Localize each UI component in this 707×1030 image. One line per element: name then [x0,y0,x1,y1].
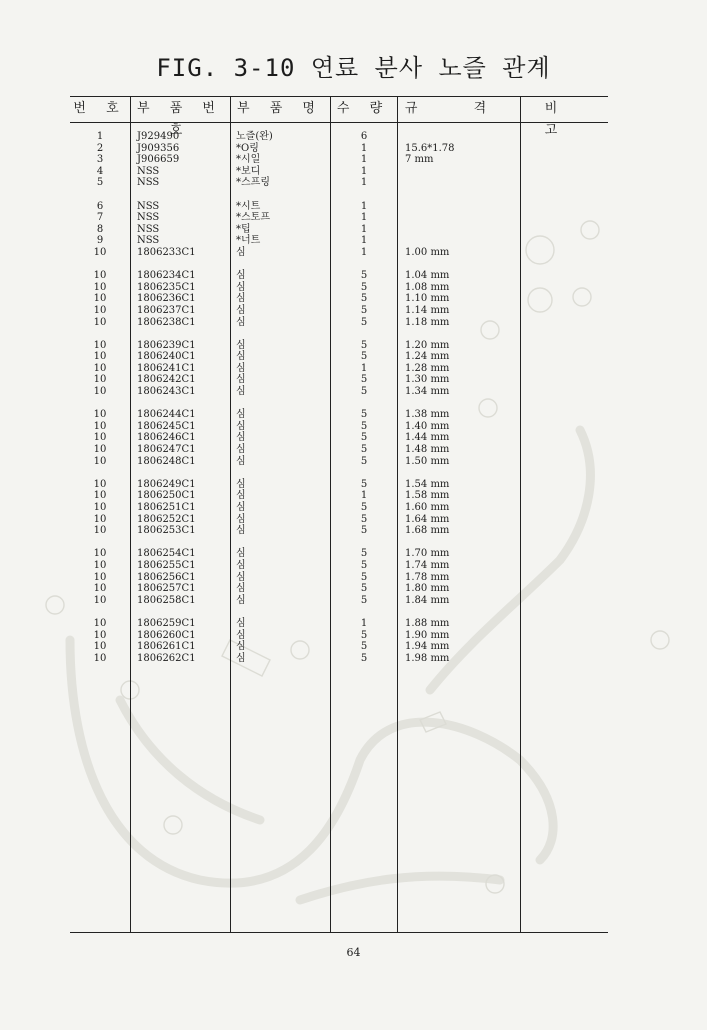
row-number: 3 [96,154,104,166]
parts-table-body [0,131,707,664]
specification: 1.00 mm [405,246,450,258]
part-name: 심 [236,548,246,560]
part-number: 1806233C1 [137,246,196,258]
table-row [0,340,707,352]
part-number: 1806257C1 [137,583,196,595]
table-row [0,479,707,491]
part-name: *보디 [236,165,261,177]
quantity: 1 [360,212,368,224]
part-number: 1806238C1 [137,316,196,328]
quantity: 5 [360,351,368,363]
row-number: 9 [96,235,104,247]
row-number: 10 [93,525,107,537]
part-number: 1806250C1 [137,490,196,502]
part-number: 1806251C1 [137,502,196,513]
table-row [0,502,707,514]
table-row [0,224,707,236]
part-name: 심 [236,444,246,456]
row-number: 10 [93,455,107,467]
table-row [0,432,707,444]
part-number: NSS [137,200,160,212]
part-number: 1806261C1 [137,641,196,653]
quantity: 5 [360,502,368,513]
specification: 1.84 mm [405,594,450,606]
row-number: 10 [93,420,107,432]
part-number: 1806258C1 [137,594,196,606]
quantity: 1 [360,177,368,189]
specification: 1.94 mm [405,641,450,653]
header-part-name: 부 품 명 [237,101,323,116]
figure-title: FIG. 3-10 연료 분사 노즐 관계 [156,54,551,82]
row-number: 10 [93,513,107,525]
part-number: 1806259C1 [137,617,196,629]
part-number: 1806254C1 [137,548,196,560]
part-number: 1806245C1 [137,420,196,432]
part-name: *스토프 [236,212,270,224]
quantity: 5 [360,304,368,316]
specification: 1.08 mm [405,281,450,293]
part-name: *시트 [236,200,261,212]
specification: 1.70 mm [405,548,450,560]
part-name: *시일 [236,154,261,166]
part-number: 1806252C1 [137,513,196,525]
part-name: 심 [236,351,246,363]
part-name: 심 [236,293,246,305]
table-row [0,490,707,502]
quantity: 1 [360,362,368,374]
part-name: 심 [236,513,246,525]
row-number: 10 [93,594,107,606]
part-number: 1806249C1 [137,478,196,490]
part-name: 심 [236,339,246,351]
row-number: 10 [93,444,107,456]
row-number: 10 [93,246,107,258]
part-name: *스프링 [236,177,270,189]
specification: 1.40 mm [405,420,450,432]
part-name: 심 [236,652,246,664]
part-name: 심 [236,281,246,293]
part-number: 1806236C1 [137,293,196,305]
part-name: *O링 [236,142,259,154]
part-number: 1806241C1 [137,362,196,374]
table-row [0,641,707,653]
specification: 1.88 mm [405,617,450,629]
specification: 1.38 mm [405,409,450,421]
part-name: 심 [236,270,246,282]
part-number: 1806262C1 [137,652,196,664]
part-name: 심 [236,594,246,606]
quantity: 5 [360,652,368,664]
specification: 1.24 mm [405,351,450,363]
row-number: 10 [93,490,107,502]
part-name: 심 [236,304,246,316]
row-number: 10 [93,652,107,664]
table-row [0,166,707,178]
specification: 1.90 mm [405,629,450,641]
quantity: 5 [360,374,368,386]
table-row [0,201,707,213]
quantity: 1 [360,490,368,502]
part-name: 심 [236,478,246,490]
table-row [0,386,707,398]
part-name: *너트 [236,235,261,247]
part-number: 1806253C1 [137,525,196,537]
row-number: 10 [93,351,107,363]
part-name: 심 [236,641,246,653]
specification: 1.60 mm [405,502,450,513]
row-number: 10 [93,304,107,316]
page-number: 64 [346,946,361,959]
part-number: 1806248C1 [137,455,196,467]
table-row [0,131,707,143]
part-name: 심 [236,571,246,583]
part-number: NSS [137,235,160,247]
part-number: NSS [137,165,160,177]
row-number: 10 [93,617,107,629]
quantity: 1 [360,246,368,258]
table-row [0,456,707,468]
table-row [0,363,707,375]
quantity: 5 [360,281,368,293]
part-name: 심 [236,386,246,398]
part-number: 1806260C1 [137,629,196,641]
table-row [0,514,707,526]
quantity: 5 [360,478,368,490]
table-row [0,247,707,259]
quantity: 5 [360,629,368,641]
header-spec: 규 격 [404,101,513,116]
quantity: 1 [360,200,368,212]
part-number: 1806246C1 [137,432,196,444]
group-spacer [0,537,707,549]
part-number: 1806234C1 [137,270,196,282]
quantity: 1 [360,223,368,235]
specification: 1.20 mm [405,339,450,351]
part-name: 심 [236,502,246,513]
quantity: 1 [360,617,368,629]
part-name: 심 [236,559,246,571]
part-number: 1806242C1 [137,374,196,386]
part-number: J906659 [137,154,180,166]
quantity: 5 [360,525,368,537]
row-number: 10 [93,559,107,571]
row-number: 10 [93,293,107,305]
quantity: 5 [360,455,368,467]
part-name: 심 [236,525,246,537]
part-number: 1806256C1 [137,571,196,583]
table-row [0,560,707,572]
part-number: 1806240C1 [137,351,196,363]
group-spacer [0,606,707,618]
table-row [0,293,707,305]
row-number: 10 [93,583,107,595]
row-number: 6 [96,200,104,212]
part-name: 심 [236,374,246,386]
row-number: 10 [93,478,107,490]
quantity: 5 [360,409,368,421]
header-no: 번 호 [73,101,127,116]
part-number: 1806239C1 [137,339,196,351]
table-row [0,154,707,166]
specification: 1.14 mm [405,304,450,316]
part-name: 심 [236,629,246,641]
part-name: 심 [236,432,246,444]
specification: 1.64 mm [405,513,450,525]
part-number: 1806255C1 [137,559,196,571]
specification: 1.34 mm [405,386,450,398]
part-name: 심 [236,420,246,432]
row-number: 10 [93,339,107,351]
part-name: *팁 [236,223,251,235]
quantity: 5 [360,559,368,571]
table-row [0,548,707,560]
specification: 1.50 mm [405,455,450,467]
quantity: 5 [360,316,368,328]
quantity: 5 [360,594,368,606]
table-row [0,595,707,607]
row-number: 10 [93,629,107,641]
table-row [0,421,707,433]
table-row [0,444,707,456]
specification: 1.98 mm [405,652,450,664]
table-row [0,630,707,642]
specification: 1.68 mm [405,525,450,537]
row-number: 10 [93,281,107,293]
specification: 1.30 mm [405,374,450,386]
specification: 1.74 mm [405,559,450,571]
group-spacer [0,259,707,271]
row-number: 1 [96,131,104,142]
part-number: J929490 [137,131,180,142]
table-row [0,317,707,329]
row-number: 10 [93,571,107,583]
table-row [0,143,707,155]
part-number: J909356 [137,142,180,154]
part-name: 노즐(완) [236,131,273,142]
part-number: NSS [137,223,160,235]
specification: 1.04 mm [405,270,450,282]
part-name: 심 [236,362,246,374]
table-row [0,572,707,584]
group-spacer [0,467,707,479]
row-number: 7 [96,212,104,224]
part-number: 1806247C1 [137,444,196,456]
table-row [0,212,707,224]
specification: 1.28 mm [405,362,450,374]
row-number: 10 [93,270,107,282]
group-spacer [0,328,707,340]
specification: 1.54 mm [405,478,450,490]
header-bottom-rule [70,122,608,123]
specification: 1.18 mm [405,316,450,328]
part-name: 심 [236,617,246,629]
table-row [0,305,707,317]
quantity: 5 [360,339,368,351]
table-row [0,351,707,363]
part-name: 심 [236,583,246,595]
row-number: 10 [93,502,107,513]
group-spacer [0,398,707,410]
header-top-rule [70,96,608,97]
quantity: 5 [360,386,368,398]
quantity: 5 [360,270,368,282]
row-number: 2 [96,142,104,154]
specification: 1.44 mm [405,432,450,444]
row-number: 4 [96,165,104,177]
row-number: 10 [93,374,107,386]
quantity: 5 [360,583,368,595]
specification: 1.58 mm [405,490,450,502]
quantity: 5 [360,571,368,583]
specification: 7 mm [405,154,434,166]
row-number: 5 [96,177,104,189]
part-number: NSS [137,212,160,224]
table-row [0,583,707,595]
table-row [0,282,707,294]
table-row [0,409,707,421]
quantity: 6 [360,131,368,142]
part-name: 심 [236,455,246,467]
quantity: 5 [360,548,368,560]
row-number: 10 [93,409,107,421]
part-name: 심 [236,490,246,502]
part-number: 1806235C1 [137,281,196,293]
part-number: 1806237C1 [137,304,196,316]
table-row [0,235,707,247]
specification: 1.10 mm [405,293,450,305]
table-row [0,653,707,665]
quantity: 1 [360,142,368,154]
row-number: 10 [93,432,107,444]
table-bottom-rule [70,932,608,933]
part-name: 심 [236,316,246,328]
quantity: 1 [360,165,368,177]
quantity: 5 [360,641,368,653]
quantity: 5 [360,444,368,456]
header-qty: 수 량 [336,101,391,116]
quantity: 5 [360,513,368,525]
quantity: 5 [360,293,368,305]
part-number: 1806244C1 [137,409,196,421]
specification: 1.80 mm [405,583,450,595]
table-row [0,270,707,282]
row-number: 8 [96,223,104,235]
table-row [0,374,707,386]
quantity: 5 [360,432,368,444]
quantity: 1 [360,154,368,166]
row-number: 10 [93,386,107,398]
part-name: 심 [236,246,246,258]
row-number: 10 [93,362,107,374]
table-row [0,177,707,189]
part-name: 심 [236,409,246,421]
table-row [0,525,707,537]
quantity: 1 [360,235,368,247]
table-row [0,618,707,630]
specification: 1.48 mm [405,444,450,456]
group-spacer [0,189,707,201]
row-number: 10 [93,641,107,653]
part-number: NSS [137,177,160,189]
header-remarks: 비 고 [544,101,584,138]
header-part-no: 부 품 번 호 [137,101,223,138]
row-number: 10 [93,316,107,328]
part-number: 1806243C1 [137,386,196,398]
specification: 1.78 mm [405,571,450,583]
quantity: 5 [360,420,368,432]
row-number: 10 [93,548,107,560]
specification: 15.6*1.78 [405,142,455,154]
